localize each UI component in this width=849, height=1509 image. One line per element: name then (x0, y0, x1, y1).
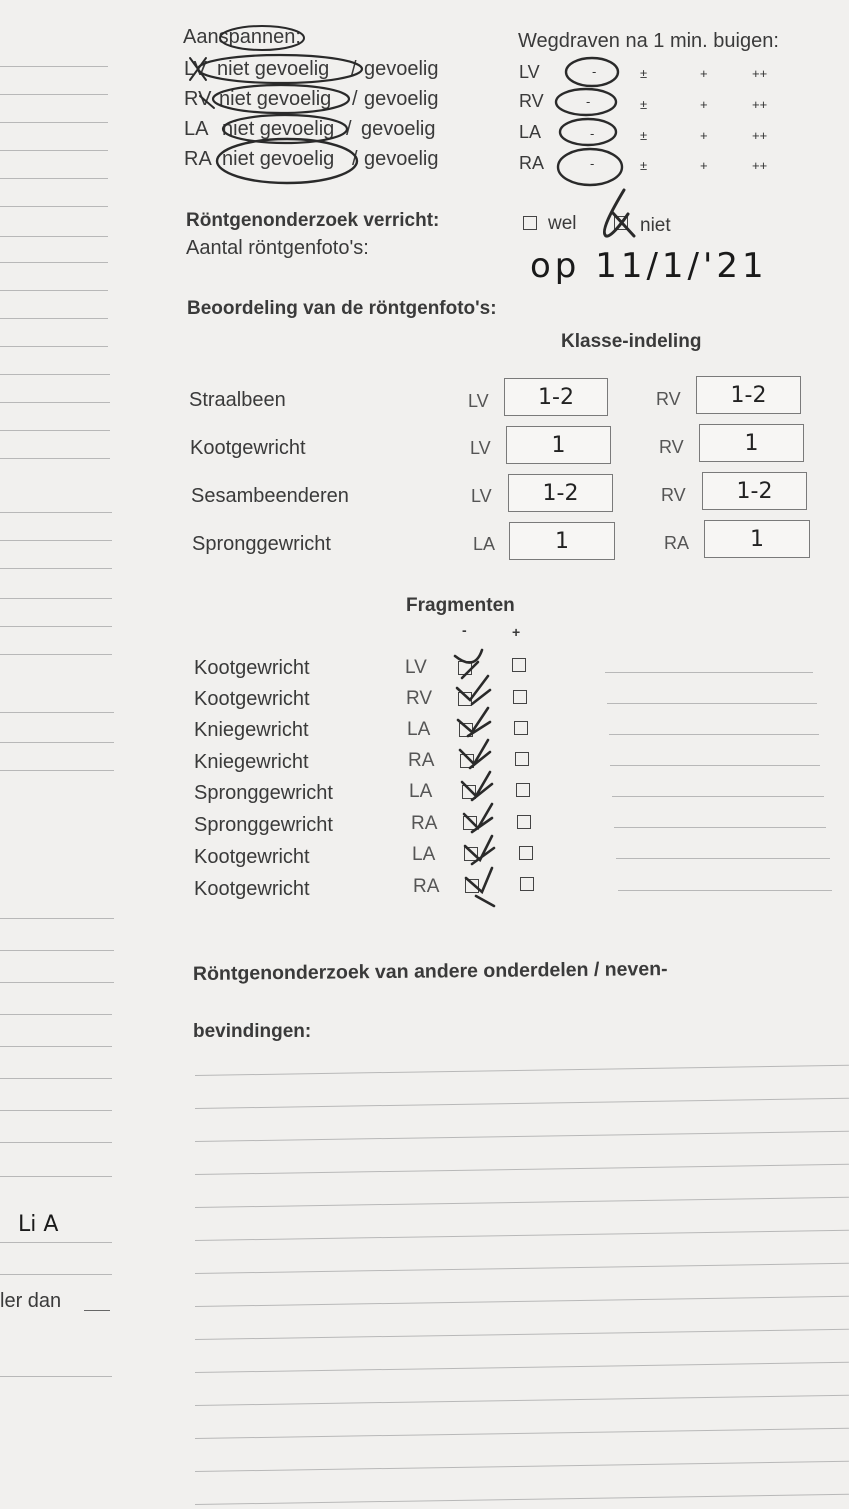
row-label: Kootgewricht (194, 657, 310, 679)
selection-oval (198, 55, 362, 83)
separator: / (352, 148, 358, 170)
fragment-check (465, 836, 494, 864)
wegdraven-title: Wegdraven na 1 min. buigen: (518, 30, 779, 52)
leg-label: LA (407, 719, 431, 740)
option-plusplus[interactable]: ++ (752, 128, 768, 143)
rontgen-verricht-label: Röntgenonderzoek verricht: (186, 210, 440, 231)
row-label: Kootgewricht (194, 846, 310, 868)
option-niet-gevoelig[interactable]: niet gevoelig (219, 88, 332, 110)
leg-label: LA (519, 122, 542, 142)
option-minus[interactable]: - (590, 126, 595, 141)
option-niet-gevoelig[interactable]: niet gevoelig (217, 58, 330, 80)
right-value: 1-2 (730, 383, 767, 408)
leg-label: LA (412, 844, 436, 865)
option-plus[interactable]: + (700, 66, 708, 81)
row-label: Kootgewricht (194, 878, 310, 900)
row-label: Spronggewricht (194, 782, 333, 804)
leg-label: LV (184, 58, 207, 80)
leg-label: RV (184, 88, 212, 110)
left-value: 1 (551, 433, 566, 458)
right-value: 1 (744, 431, 759, 456)
selection-oval (560, 119, 616, 145)
row-label: Kootgewricht (190, 437, 306, 459)
right-leg: RV (656, 389, 681, 409)
left-margin-note: Li A (18, 1212, 59, 1237)
leg-label: LA (409, 781, 433, 802)
option-minus[interactable]: - (586, 94, 591, 109)
option-minus[interactable]: - (592, 64, 597, 79)
left-leg: LV (471, 486, 492, 506)
aantal-label: Aantal röntgenfoto's: (186, 237, 369, 259)
strike-mark (200, 96, 214, 108)
beoordeling-title: Beoordeling van de röntgenfoto's: (187, 298, 497, 319)
option-gevoelig[interactable]: gevoelig (361, 118, 436, 140)
option-plusminus[interactable]: ± (640, 97, 648, 112)
aanspannen-title: Aanspannen: (183, 26, 301, 48)
fragment-check (466, 868, 494, 906)
selection-oval (220, 26, 304, 50)
left-leg: LV (468, 391, 489, 411)
fragment-check (455, 650, 482, 678)
option-minus[interactable]: - (590, 156, 595, 171)
row-label: Kootgewricht (194, 688, 310, 710)
strike-mark (190, 58, 206, 80)
leg-label: RA (413, 876, 440, 897)
right-leg: RA (664, 533, 690, 553)
left-value: 1-2 (538, 385, 574, 410)
andere-title-line2: bevindingen: (193, 1021, 312, 1042)
option-plusplus[interactable]: ++ (752, 158, 768, 173)
fragment-check (462, 772, 492, 800)
right-leg: RV (661, 485, 686, 505)
option-plusminus[interactable]: ± (640, 128, 648, 143)
row-label: Kniegewricht (194, 719, 309, 741)
leg-label: LV (519, 62, 540, 82)
fragment-check (460, 740, 490, 768)
leg-label: RV (519, 91, 544, 111)
left-leg: LV (470, 438, 491, 458)
row-label: Kniegewricht (194, 751, 309, 773)
selection-oval (213, 85, 349, 113)
selection-oval (217, 139, 357, 183)
option-plusminus[interactable]: ± (640, 66, 648, 81)
left-leg: LA (473, 534, 496, 554)
niet-cross (604, 190, 634, 236)
leg-label: RA (411, 813, 438, 834)
option-gevoelig[interactable]: gevoelig (364, 58, 439, 80)
fragmenten-title: Fragmenten (406, 595, 515, 616)
row-label: Spronggewricht (192, 533, 331, 555)
klasse-title: Klasse-indeling (561, 331, 702, 352)
right-value: 1-2 (736, 479, 773, 504)
andere-title-line1: Röntgenonderzoek van andere onderdelen / neven- (192, 958, 668, 985)
niet-label: niet (640, 215, 671, 236)
selection-oval (566, 58, 618, 86)
selection-oval (556, 89, 616, 115)
wel-label: wel (548, 213, 577, 234)
leg-label: LA (184, 118, 209, 140)
right-value: 1 (750, 527, 764, 552)
fragment-check (458, 708, 490, 736)
right-leg: RV (659, 437, 684, 457)
option-gevoelig[interactable]: gevoelig (364, 148, 439, 170)
leg-label: RV (406, 688, 433, 709)
row-label: Sesambeenderen (191, 485, 349, 507)
separator: / (351, 58, 357, 80)
option-plusminus[interactable]: ± (640, 158, 648, 173)
row-label: Straalbeen (189, 389, 286, 411)
plus-header: + (512, 624, 521, 640)
option-niet-gevoelig[interactable]: niet gevoelig (222, 148, 335, 170)
option-gevoelig[interactable]: gevoelig (364, 88, 439, 110)
fragment-check (457, 676, 490, 704)
minus-header: - (462, 622, 467, 638)
leg-label: RA (184, 148, 212, 170)
option-plusplus[interactable]: ++ (752, 97, 768, 112)
leg-label: LV (405, 657, 427, 678)
selection-oval (558, 149, 622, 185)
handwritten-date: op 11/1/'21 (530, 246, 768, 286)
separator: / (352, 88, 358, 110)
row-label: Spronggewricht (194, 814, 333, 836)
leg-label: RA (408, 750, 435, 771)
leg-label: RA (519, 153, 545, 173)
option-niet-gevoelig[interactable]: niet gevoelig (222, 118, 335, 140)
left-margin-text: ler dan (0, 1290, 62, 1312)
separator: / (346, 118, 352, 140)
option-plus[interactable]: + (700, 128, 708, 143)
option-plus[interactable]: + (700, 97, 708, 112)
left-value: 1 (555, 529, 569, 554)
option-plusplus[interactable]: ++ (752, 66, 768, 81)
fragment-check (464, 804, 492, 832)
option-plus[interactable]: + (700, 158, 708, 173)
left-value: 1-2 (542, 481, 579, 506)
